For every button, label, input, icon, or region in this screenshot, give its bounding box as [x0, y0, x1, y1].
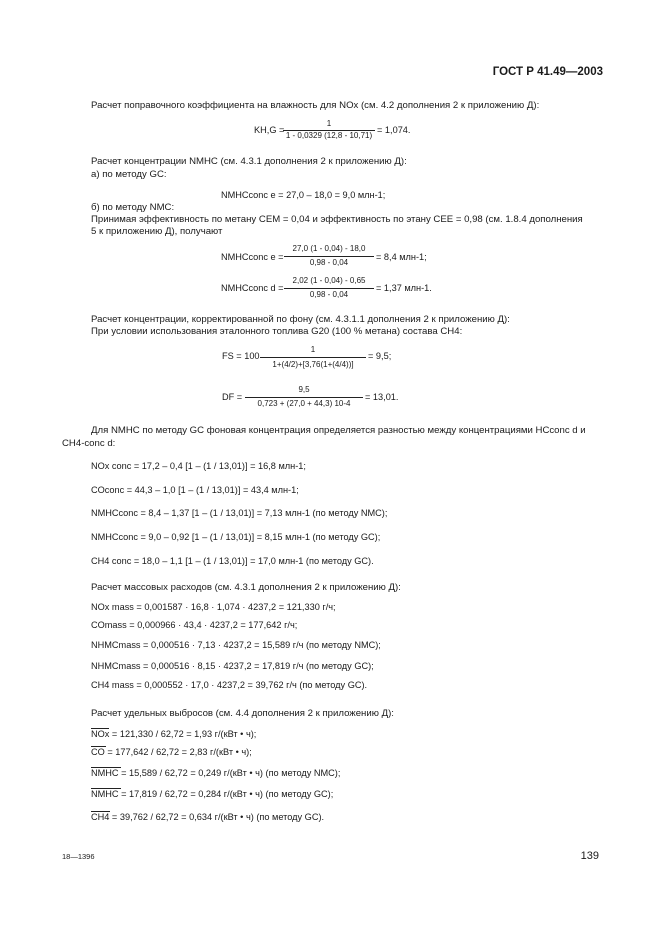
khg-lhs: KH,G =: [254, 125, 285, 135]
nmc-e-denominator: 0,98 - 0,04: [309, 258, 349, 267]
eq-ch4-specific: CH4 = 39,762 / 62,72 = 0,634 г/(кВт • ч) (по методу GC).: [91, 812, 325, 822]
standard-header: ГОСТ Р 41.49—2003: [492, 66, 603, 78]
eq-co-mass: COmass = 0,000966 · 43,4 · 4237,2 = 177,642 г/ч;: [91, 620, 298, 630]
df-numerator: 9,5: [298, 385, 310, 394]
fs-denominator: 1+(4/2)+[3,76(1+(4/4))]: [272, 360, 354, 369]
eq-nmhc-specific-gc: NMHC = 17,819 / 62,72 = 0,284 г/(кВт • ч) (по методу GC);: [91, 789, 334, 799]
nmc-d-result: = 1,37 млн-1.: [376, 283, 432, 293]
fs-fraction-bar: [260, 357, 366, 358]
eq-nmhc-conc-nmc: NMHCconc = 8,4 – 1,37 [1 – (1 / 13,01)] = 7,13 млн-1 (по методу NMC);: [91, 508, 388, 518]
para-humidity-correction: Расчет поправочного коэффициента на влажность для NOx (см. 4.2 дополнения 2 к приложению Д):: [91, 100, 540, 111]
eq-co-specific: CO = 177,642 / 62,72 = 2,83 г/(кВт • ч);: [91, 747, 252, 757]
eq-nhmc-mass-nmc: NHMCmass = 0,000516 · 7,13 · 4237,2 = 15,589 г/ч (по методу NMC);: [91, 640, 381, 650]
nmc-d-numerator: 2,02 (1 - 0,04) - 0,65: [292, 276, 366, 285]
nmc-e-lhs: NMHCconc e =: [221, 252, 284, 262]
para-background-correction: Расчет концентрации, корректированной по фону (см. 4.3.1.1 дополнения 2 к приложению Д):: [91, 314, 510, 325]
para-efficiency-line2: 5 к приложению Д), получают: [91, 226, 223, 237]
nmc-d-fraction-bar: [284, 288, 374, 289]
df-fraction-bar: [245, 397, 363, 398]
para-nmc-method: б) по методу NMC:: [91, 202, 175, 213]
eq-ch4-mass: CH4 mass = 0,000552 · 17,0 · 4237,2 = 39,762 г/ч (по методу GC).: [91, 680, 368, 690]
footer-code: 18—1396: [62, 852, 95, 861]
nmc-d-denominator: 0,98 - 0,04: [309, 290, 349, 299]
page-number: 139: [580, 850, 599, 862]
df-lhs: DF =: [222, 392, 243, 402]
eq-nmhc-conc-gc: NMHCconc = 9,0 – 0,92 [1 – (1 / 13,01)] = 8,15 млн-1 (по методу GC);: [91, 532, 381, 542]
para-nmhc-concentration: Расчет концентрации NMHC (см. 4.3.1 дополнения 2 к приложению Д):: [91, 156, 407, 167]
para-gc-method: а) по методу GC:: [91, 169, 167, 180]
nmc-e-result: = 8,4 млн-1;: [376, 252, 427, 262]
eq-nox-conc: NOx conc = 17,2 – 0,4 [1 – (1 / 13,01)] = 16,8 млн-1;: [91, 461, 306, 471]
fs-numerator: 1: [310, 345, 316, 354]
nmc-d-lhs: NMHCconc d =: [221, 283, 284, 293]
eq-nox-mass: NOx mass = 0,001587 · 16,8 · 1,074 · 4237,2 = 121,330 г/ч;: [91, 602, 336, 612]
df-result: = 13,01.: [365, 392, 399, 402]
df-denominator: 0,723 + (27,0 + 44,3) 10-4: [257, 399, 351, 408]
fs-lhs: FS = 100: [222, 351, 260, 361]
para-background-gc-line1: Для NMHC по методу GC фоновая концентрация определяется разностью между концентрациями HCconc d и: [91, 425, 586, 436]
para-specific-emissions: Расчет удельных выбросов (см. 4.4 дополнения 2 к приложению Д):: [91, 708, 394, 719]
eq-nmhc-gc: NMHCconc e = 27,0 – 18,0 = 9,0 млн-1;: [221, 190, 386, 200]
eq-nmhc-specific-nmc: NMHC = 15,589 / 62,72 = 0,249 г/(кВт • ч) (по методу NMC);: [91, 768, 341, 778]
nmc-e-numerator: 27,0 (1 - 0,04) - 18,0: [292, 244, 366, 253]
khg-denominator: 1 - 0,0329 (12,8 - 10,71): [285, 131, 373, 140]
eq-nox-specific: NOx = 121,330 / 62,72 = 1,93 г/(кВт • ч);: [91, 729, 257, 739]
eq-co-conc: COconc = 44,3 – 1,0 [1 – (1 / 13,01)] = 43,4 млн-1;: [91, 485, 299, 495]
khg-numerator: 1: [326, 119, 332, 128]
eq-nhmc-mass-gc: NHMCmass = 0,000516 · 8,15 · 4237,2 = 17,819 г/ч (по методу GC);: [91, 661, 374, 671]
para-efficiency-line1: Принимая эффективность по метану CEM = 0,04 и эффективность по этану CEE = 0,98 (см. 1.8.4 дополнения: [91, 214, 583, 225]
para-mass-flow: Расчет массовых расходов (см. 4.3.1 дополнения 2 к приложению Д):: [91, 582, 401, 593]
para-background-gc-line2: CH4-conc d:: [62, 438, 116, 449]
nmc-e-fraction-bar: [284, 256, 374, 257]
khg-result: = 1,074.: [377, 125, 411, 135]
fs-result: = 9,5;: [368, 351, 392, 361]
eq-ch4-conc: CH4 conc = 18,0 – 1,1 [1 – (1 / 13,01)] = 17,0 млн-1 (по методу GC).: [91, 556, 374, 566]
para-reference-fuel: При условии использования эталонного топлива G20 (100 % метана) состава CH4:: [91, 326, 463, 337]
